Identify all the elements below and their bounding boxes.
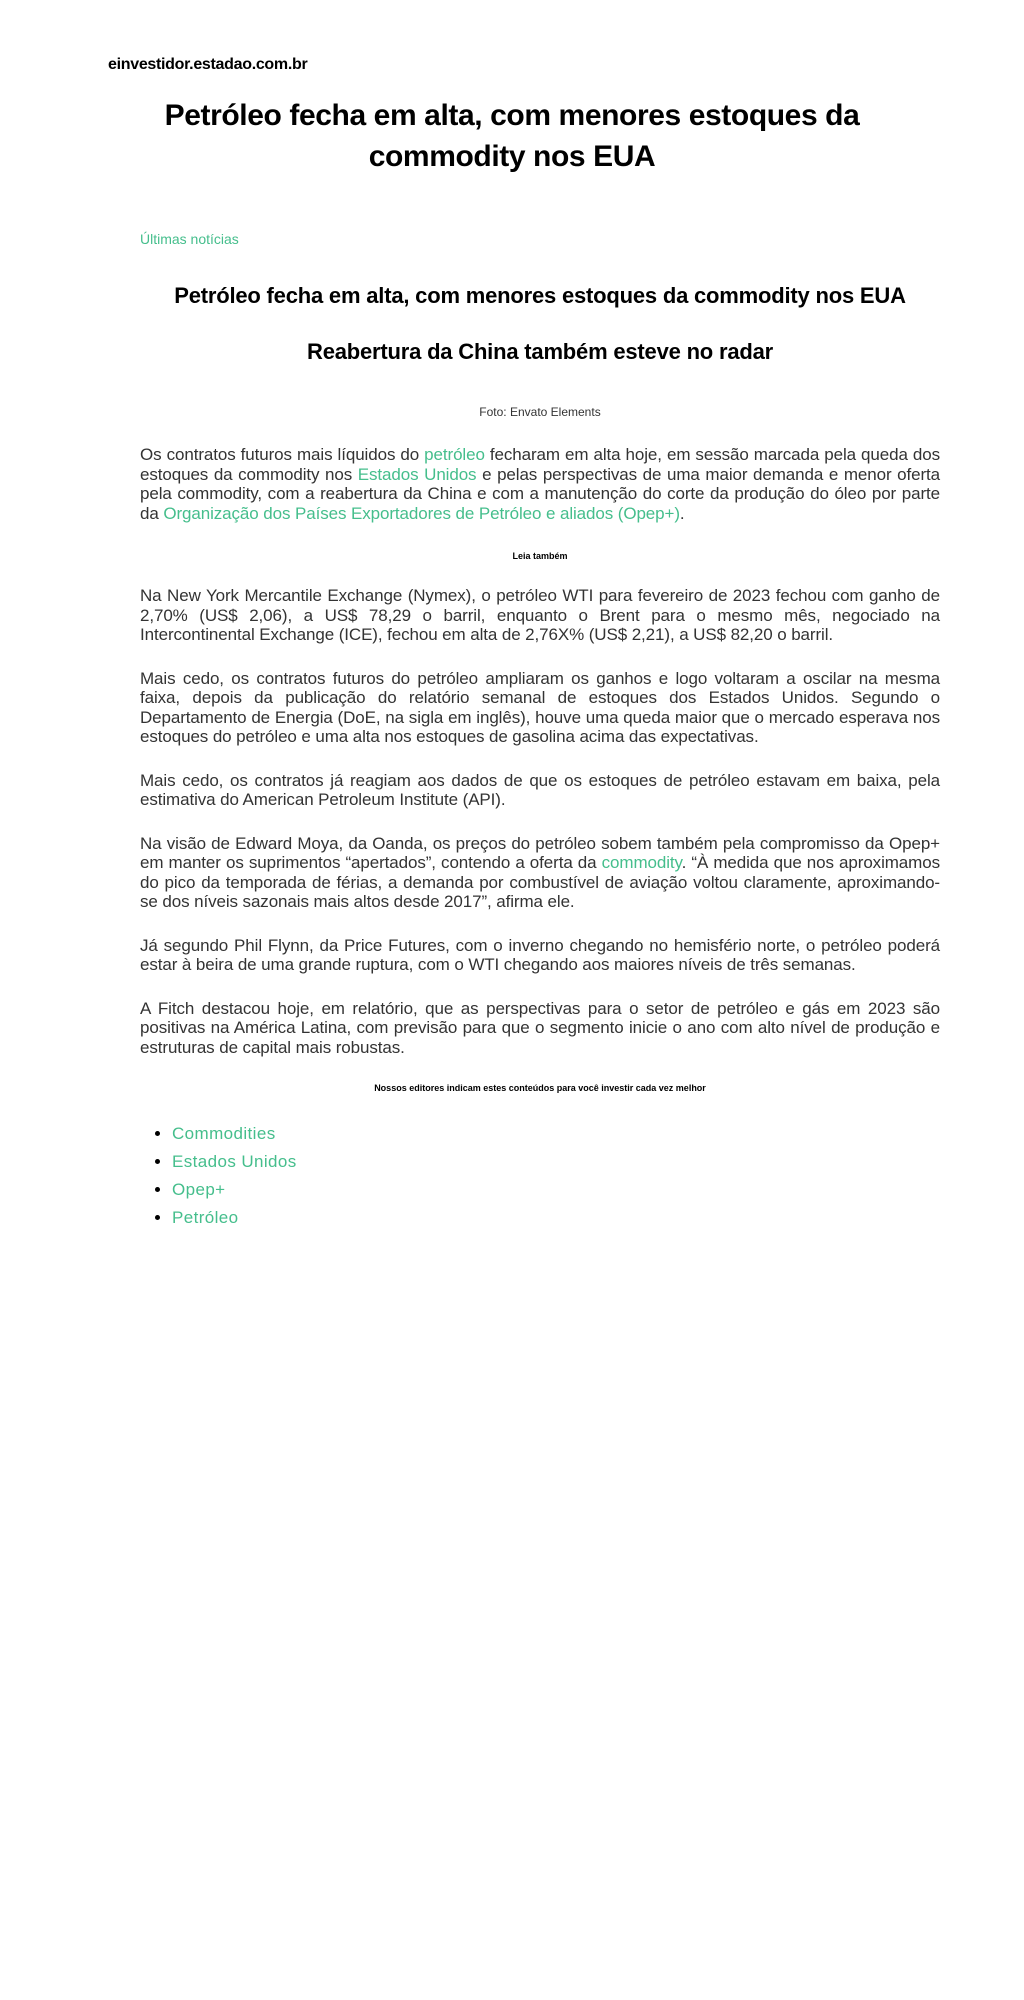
leia-tambem-label: Leia também bbox=[512, 551, 568, 561]
latest-news-link[interactable]: Últimas notícias bbox=[140, 231, 239, 247]
article-paragraph: Mais cedo, os contratos já reagiam aos dados de que os estoques de petróleo estavam em baixa, pela estimativa do American Petroleum Institute (API). bbox=[140, 770, 940, 809]
article bbox=[140, 177, 940, 1228]
article-paragraph: Mais cedo, os contratos futuros do petróleo ampliaram os ganhos e logo voltaram a oscilar na mesma faixa, depois da publicação do relatório semanal de estoques dos Estados Unidos. Segundo o Departamento de Energia (DoE, na sigla em inglês), houve uma queda maior que o mercado esperava nos estoques do petróleo e uma alta nos estoques de gasolina acima das expectativas. bbox=[140, 668, 940, 746]
tags-list bbox=[140, 1124, 940, 1228]
tag-item bbox=[172, 1208, 940, 1228]
inline-link-organizacao-dos-paises-exportadores-de-petroleo-e-aliados-opep[interactable]: Organização dos Países Exportadores de Petróleo e aliados (Opep+) bbox=[163, 503, 680, 523]
editors-recommendation-label: Nossos editores indicam estes conteúdos para você investir cada vez melhor bbox=[374, 1083, 706, 1093]
article-paragraph: Na New York Mercantile Exchange (Nymex), o petróleo WTI para fevereiro de 2023 fechou com ganho de 2,70% (US$ 2,06), a US$ 78,29 o barril, enquanto o Brent para o mesmo mês, negociado na Intercontinental Exchange (ICE), fechou em alta de 2,76X% (US$ 2,21), a US$ 82,20 o barril. bbox=[140, 586, 940, 644]
article-headline: Petróleo fecha em alta, com menores estoques da commodity nos EUA bbox=[174, 283, 906, 308]
article-paragraph: Na visão de Edward Moya, da Oanda, os preços do petróleo sobem também pela compromisso da Opep+ em manter os suprimentos “apertados”, contendo a oferta da commodity. “À medida que nos aproximamos do pico da temporada de férias, a demanda por combustível de aviação voltou claramente, aproximando-se dos níveis sazonais mais altos desde 2017”, afirma ele. bbox=[140, 833, 940, 911]
tag-link-petroleo[interactable]: Petróleo bbox=[172, 1208, 239, 1227]
article-subheadline: Reabertura da China também esteve no radar bbox=[307, 339, 773, 364]
article-paragraph: A Fitch destacou hoje, em relatório, que as perspectivas para o setor de petróleo e gás em 2023 são positivas na América Latina, com previsão para que o segmento inicie o ano com alto nível de produção e estruturas de capital mais robustas. bbox=[140, 998, 940, 1057]
article-body bbox=[140, 586, 940, 1057]
article-paragraph: Os contratos futuros mais líquidos do petróleo fecharam em alta hoje, em sessão marcada pela queda dos estoques da commodity nos Estados Unidos e pelas perspectivas de uma maior demanda e menor oferta pela commodity, com a reabertura da China e com a manutenção do corte da produção do óleo por parte da Organização dos Países Exportadores de Petróleo e aliados (Opep+). bbox=[140, 445, 940, 523]
tag-item bbox=[172, 1124, 940, 1144]
photo-credit: Foto: Envato Elements bbox=[479, 405, 601, 419]
inline-link-commodity[interactable]: commodity bbox=[601, 853, 682, 872]
tag-link-estados-unidos[interactable]: Estados Unidos bbox=[172, 1152, 297, 1171]
article-paragraph: Já segundo Phil Flynn, da Price Futures, com o inverno chegando no hemisfério norte, o petróleo poderá estar à beira de uma grande ruptura, com o WTI chegando aos maiores níveis de três semanas. bbox=[140, 935, 940, 974]
tag-link-opep[interactable]: Opep+ bbox=[172, 1180, 226, 1199]
inline-link-petroleo[interactable]: petróleo bbox=[424, 445, 485, 464]
article-body-intro bbox=[140, 445, 940, 523]
site-domain: einvestidor.estadao.com.br bbox=[108, 56, 308, 73]
article-page bbox=[0, 55, 1024, 1228]
tag-link-commodities[interactable]: Commodities bbox=[172, 1124, 276, 1143]
tag-item bbox=[172, 1152, 940, 1172]
tag-item bbox=[172, 1180, 940, 1200]
page-title: Petróleo fecha em alta, com menores estoques da commodity nos EUA bbox=[164, 99, 860, 173]
inline-link-estados-unidos[interactable]: Estados Unidos bbox=[357, 464, 477, 484]
